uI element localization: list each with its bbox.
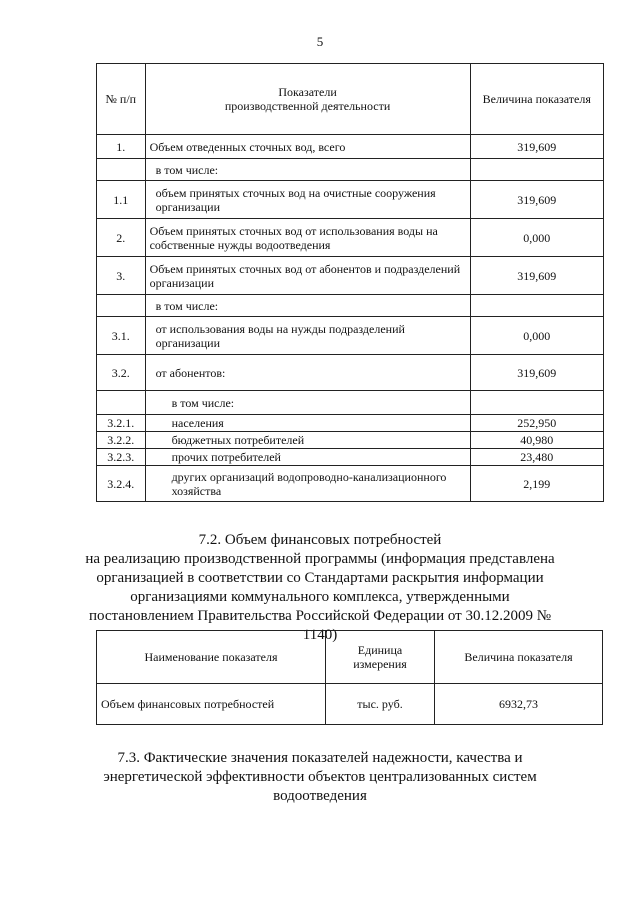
page-number: 5 bbox=[316, 34, 324, 49]
row-number: 3.1. bbox=[97, 317, 146, 355]
row-value: 23,480 bbox=[470, 449, 603, 466]
table-header-row bbox=[97, 631, 603, 684]
financial-needs-table bbox=[96, 630, 603, 725]
row-name: от использования воды на нужды подразделений организации bbox=[145, 317, 470, 355]
table-row bbox=[97, 466, 604, 502]
row-value bbox=[470, 295, 603, 317]
header-indicator-name-line1: Показатели bbox=[278, 85, 337, 99]
row-name: населения bbox=[145, 415, 470, 432]
row-name: других организаций водопроводно-канализационного хозяйства bbox=[145, 466, 470, 502]
row-name: Объем принятых сточных вод от использования воды на собственные нужды водоотведения bbox=[145, 219, 470, 257]
row-number: 3.2.4. bbox=[97, 466, 146, 502]
row-name: прочих потребителей bbox=[145, 449, 470, 466]
row-name: Объем финансовых потребностей bbox=[97, 684, 326, 725]
row-name: объем принятых сточных вод на очистные сооружения организации bbox=[145, 181, 470, 219]
financial-needs-heading-line1: 7.2. Объем финансовых потребностей bbox=[198, 532, 442, 548]
financial-needs-heading-text: на реализацию производственной программы (информация представлена организацией в соответствии со Стандартами раскрытия информации организациями коммунального комплекса, утвержденными постановлением Правительства Российской Федерации от 30.12.2009 № 1140) bbox=[85, 551, 555, 643]
row-name: в том числе: bbox=[145, 391, 470, 415]
row-number: 3.2.2. bbox=[97, 432, 146, 449]
row-number bbox=[97, 391, 146, 415]
row-number: 2. bbox=[97, 219, 146, 257]
row-value: 40,980 bbox=[470, 432, 603, 449]
row-name: в том числе: bbox=[145, 159, 470, 181]
table-row bbox=[97, 355, 604, 391]
row-value: 2,199 bbox=[470, 466, 603, 502]
table-row bbox=[97, 159, 604, 181]
table-row bbox=[97, 181, 604, 219]
table-row bbox=[97, 449, 604, 466]
row-name: в том числе: bbox=[145, 295, 470, 317]
row-value: 0,000 bbox=[470, 317, 603, 355]
row-name: бюджетных потребителей bbox=[145, 432, 470, 449]
row-number bbox=[97, 295, 146, 317]
production-indicators-table bbox=[96, 63, 604, 502]
table-row bbox=[97, 135, 604, 159]
row-number bbox=[97, 159, 146, 181]
row-name: от абонентов: bbox=[145, 355, 470, 391]
table-row bbox=[97, 684, 603, 725]
row-number: 3. bbox=[97, 257, 146, 295]
table-row bbox=[97, 257, 604, 295]
table-row bbox=[97, 432, 604, 449]
row-value: 319,609 bbox=[470, 257, 603, 295]
row-value: 319,609 bbox=[470, 135, 603, 159]
row-value: 0,000 bbox=[470, 219, 603, 257]
table-row bbox=[97, 317, 604, 355]
table-row bbox=[97, 415, 604, 432]
row-unit: тыс. руб. bbox=[326, 684, 435, 725]
table-row bbox=[97, 219, 604, 257]
table-header-row bbox=[97, 64, 604, 135]
row-value: 319,609 bbox=[470, 181, 603, 219]
header-number: № п/п bbox=[97, 64, 146, 135]
reliability-heading: 7.3. Фактические значения показателей надежности, качества и энергетической эффективности объектов централизованных систем водоотведения bbox=[103, 750, 537, 804]
row-value: 319,609 bbox=[470, 355, 603, 391]
row-number: 3.2. bbox=[97, 355, 146, 391]
row-name: Объем принятых сточных вод от абонентов и подразделений организации bbox=[145, 257, 470, 295]
row-value bbox=[470, 391, 603, 415]
row-number: 1. bbox=[97, 135, 146, 159]
header-value: Величина показателя bbox=[470, 64, 603, 135]
table-row bbox=[97, 295, 604, 317]
row-value: 252,950 bbox=[470, 415, 603, 432]
row-number: 1.1 bbox=[97, 181, 146, 219]
row-name: Объем отведенных сточных вод, всего bbox=[145, 135, 470, 159]
row-value: 6932,73 bbox=[435, 684, 603, 725]
row-value bbox=[470, 159, 603, 181]
header-indicator-name: Наименование показателя bbox=[97, 631, 326, 684]
row-number: 3.2.1. bbox=[97, 415, 146, 432]
table-row bbox=[97, 391, 604, 415]
financial-needs-heading bbox=[80, 531, 560, 645]
header-unit: Единица измерения bbox=[326, 631, 435, 684]
row-number: 3.2.3. bbox=[97, 449, 146, 466]
header-indicator-name bbox=[145, 64, 470, 135]
header-indicator-name-line2: производственной деятельности bbox=[224, 99, 391, 113]
header-value: Величина показателя bbox=[435, 631, 603, 684]
